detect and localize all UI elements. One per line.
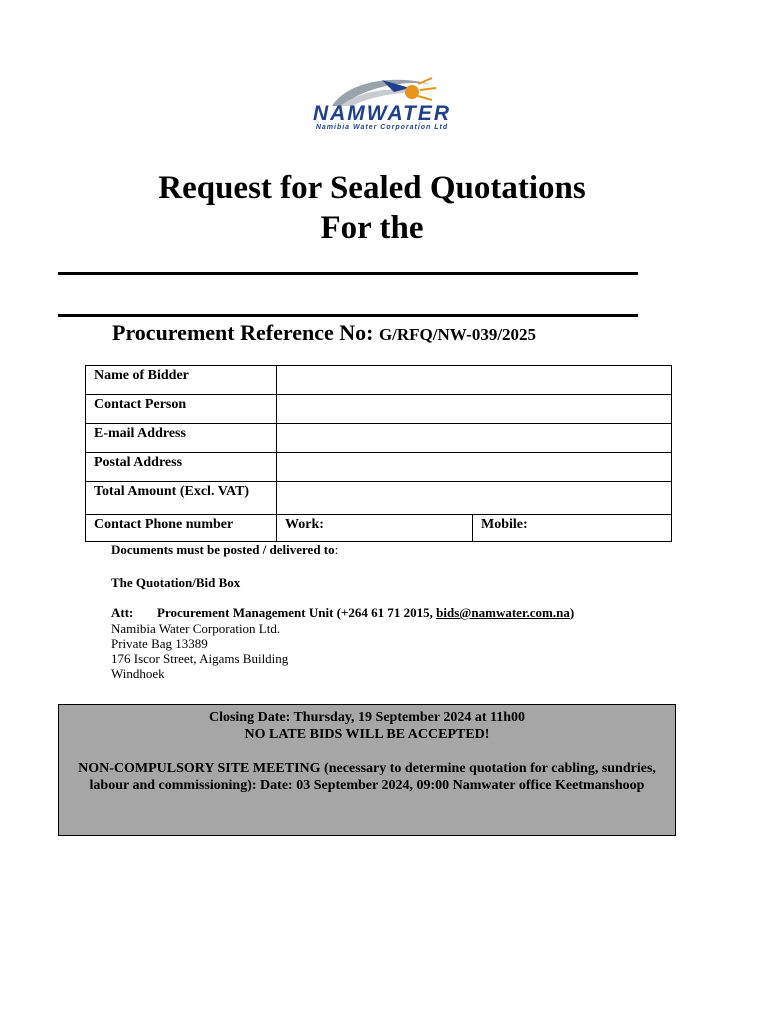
logo-wordmark: NAMWATER (312, 102, 452, 125)
total-amount-field[interactable] (277, 482, 672, 515)
delivery-colon: : (334, 542, 339, 557)
address-line: 176 Iscor Street, Aigams Building (111, 651, 289, 666)
address-line: Namibia Water Corporation Ltd. (111, 621, 281, 636)
att-text: Procurement Management Unit (+264 61 71 2015, (157, 605, 437, 620)
table-row (86, 424, 672, 453)
postal-address-label: Postal Address (86, 453, 277, 482)
table-row (86, 453, 672, 482)
table-row (86, 366, 672, 395)
closing-date: Closing Date: Thursday, 19 September 2024 at 11h00 (208, 710, 526, 725)
postal-address-field[interactable] (277, 453, 672, 482)
att-label: Att: (111, 605, 134, 620)
email-link[interactable]: bids@namwater.com.na (436, 605, 570, 620)
logo-sun (405, 85, 419, 99)
blank-title-line-2 (58, 314, 638, 317)
closing-notice-box (58, 704, 676, 836)
site-meeting-notice: NON-COMPULSORY SITE MEETING (necessary to determine quotation for cabling, sundries, labour and commissioning): Date: 03 September 2024, 09:00 Namwater office Keetmanshoop (78, 761, 656, 793)
contact-phone-label: Contact Phone number (86, 515, 277, 542)
blank-title-line-1 (58, 272, 638, 275)
bidder-details-table (85, 365, 672, 542)
name-of-bidder-field[interactable] (277, 366, 672, 395)
email-address-field[interactable] (277, 424, 672, 453)
address-line: Windhoek (111, 666, 165, 681)
att-close: ) (569, 605, 575, 620)
no-late-bids-warning: NO LATE BIDS WILL BE ACCEPTED! (244, 727, 490, 742)
email-address-label: E-mail Address (86, 424, 277, 453)
table-row (86, 515, 672, 542)
reference-label: Procurement Reference No: (112, 320, 379, 345)
table-row (86, 395, 672, 424)
total-amount-label: Total Amount (Excl. VAT) (86, 482, 277, 515)
attention-line (111, 605, 574, 620)
delivery-label: Documents must be posted / delivered to (111, 542, 335, 557)
contact-person-field[interactable] (277, 395, 672, 424)
reference-number: G/RFQ/NW-039/2025 (378, 325, 537, 344)
work-phone-field[interactable]: Work: (277, 515, 473, 542)
bid-box-label: The Quotation/Bid Box (111, 575, 241, 590)
procurement-reference (112, 318, 536, 350)
address-line: Private Bag 13389 (111, 636, 208, 651)
table-row (86, 482, 672, 515)
name-of-bidder-label: Name of Bidder (86, 366, 277, 395)
delivery-instructions (111, 542, 338, 557)
mobile-phone-field[interactable]: Mobile: (473, 515, 672, 542)
logo-sun-rays (418, 78, 436, 100)
page-subtitle: For the (320, 210, 424, 246)
page-title: Request for Sealed Quotations (158, 170, 586, 206)
logo-subtitle: Namibia Water Corporation Ltd (315, 124, 449, 131)
contact-person-label: Contact Person (86, 395, 277, 424)
